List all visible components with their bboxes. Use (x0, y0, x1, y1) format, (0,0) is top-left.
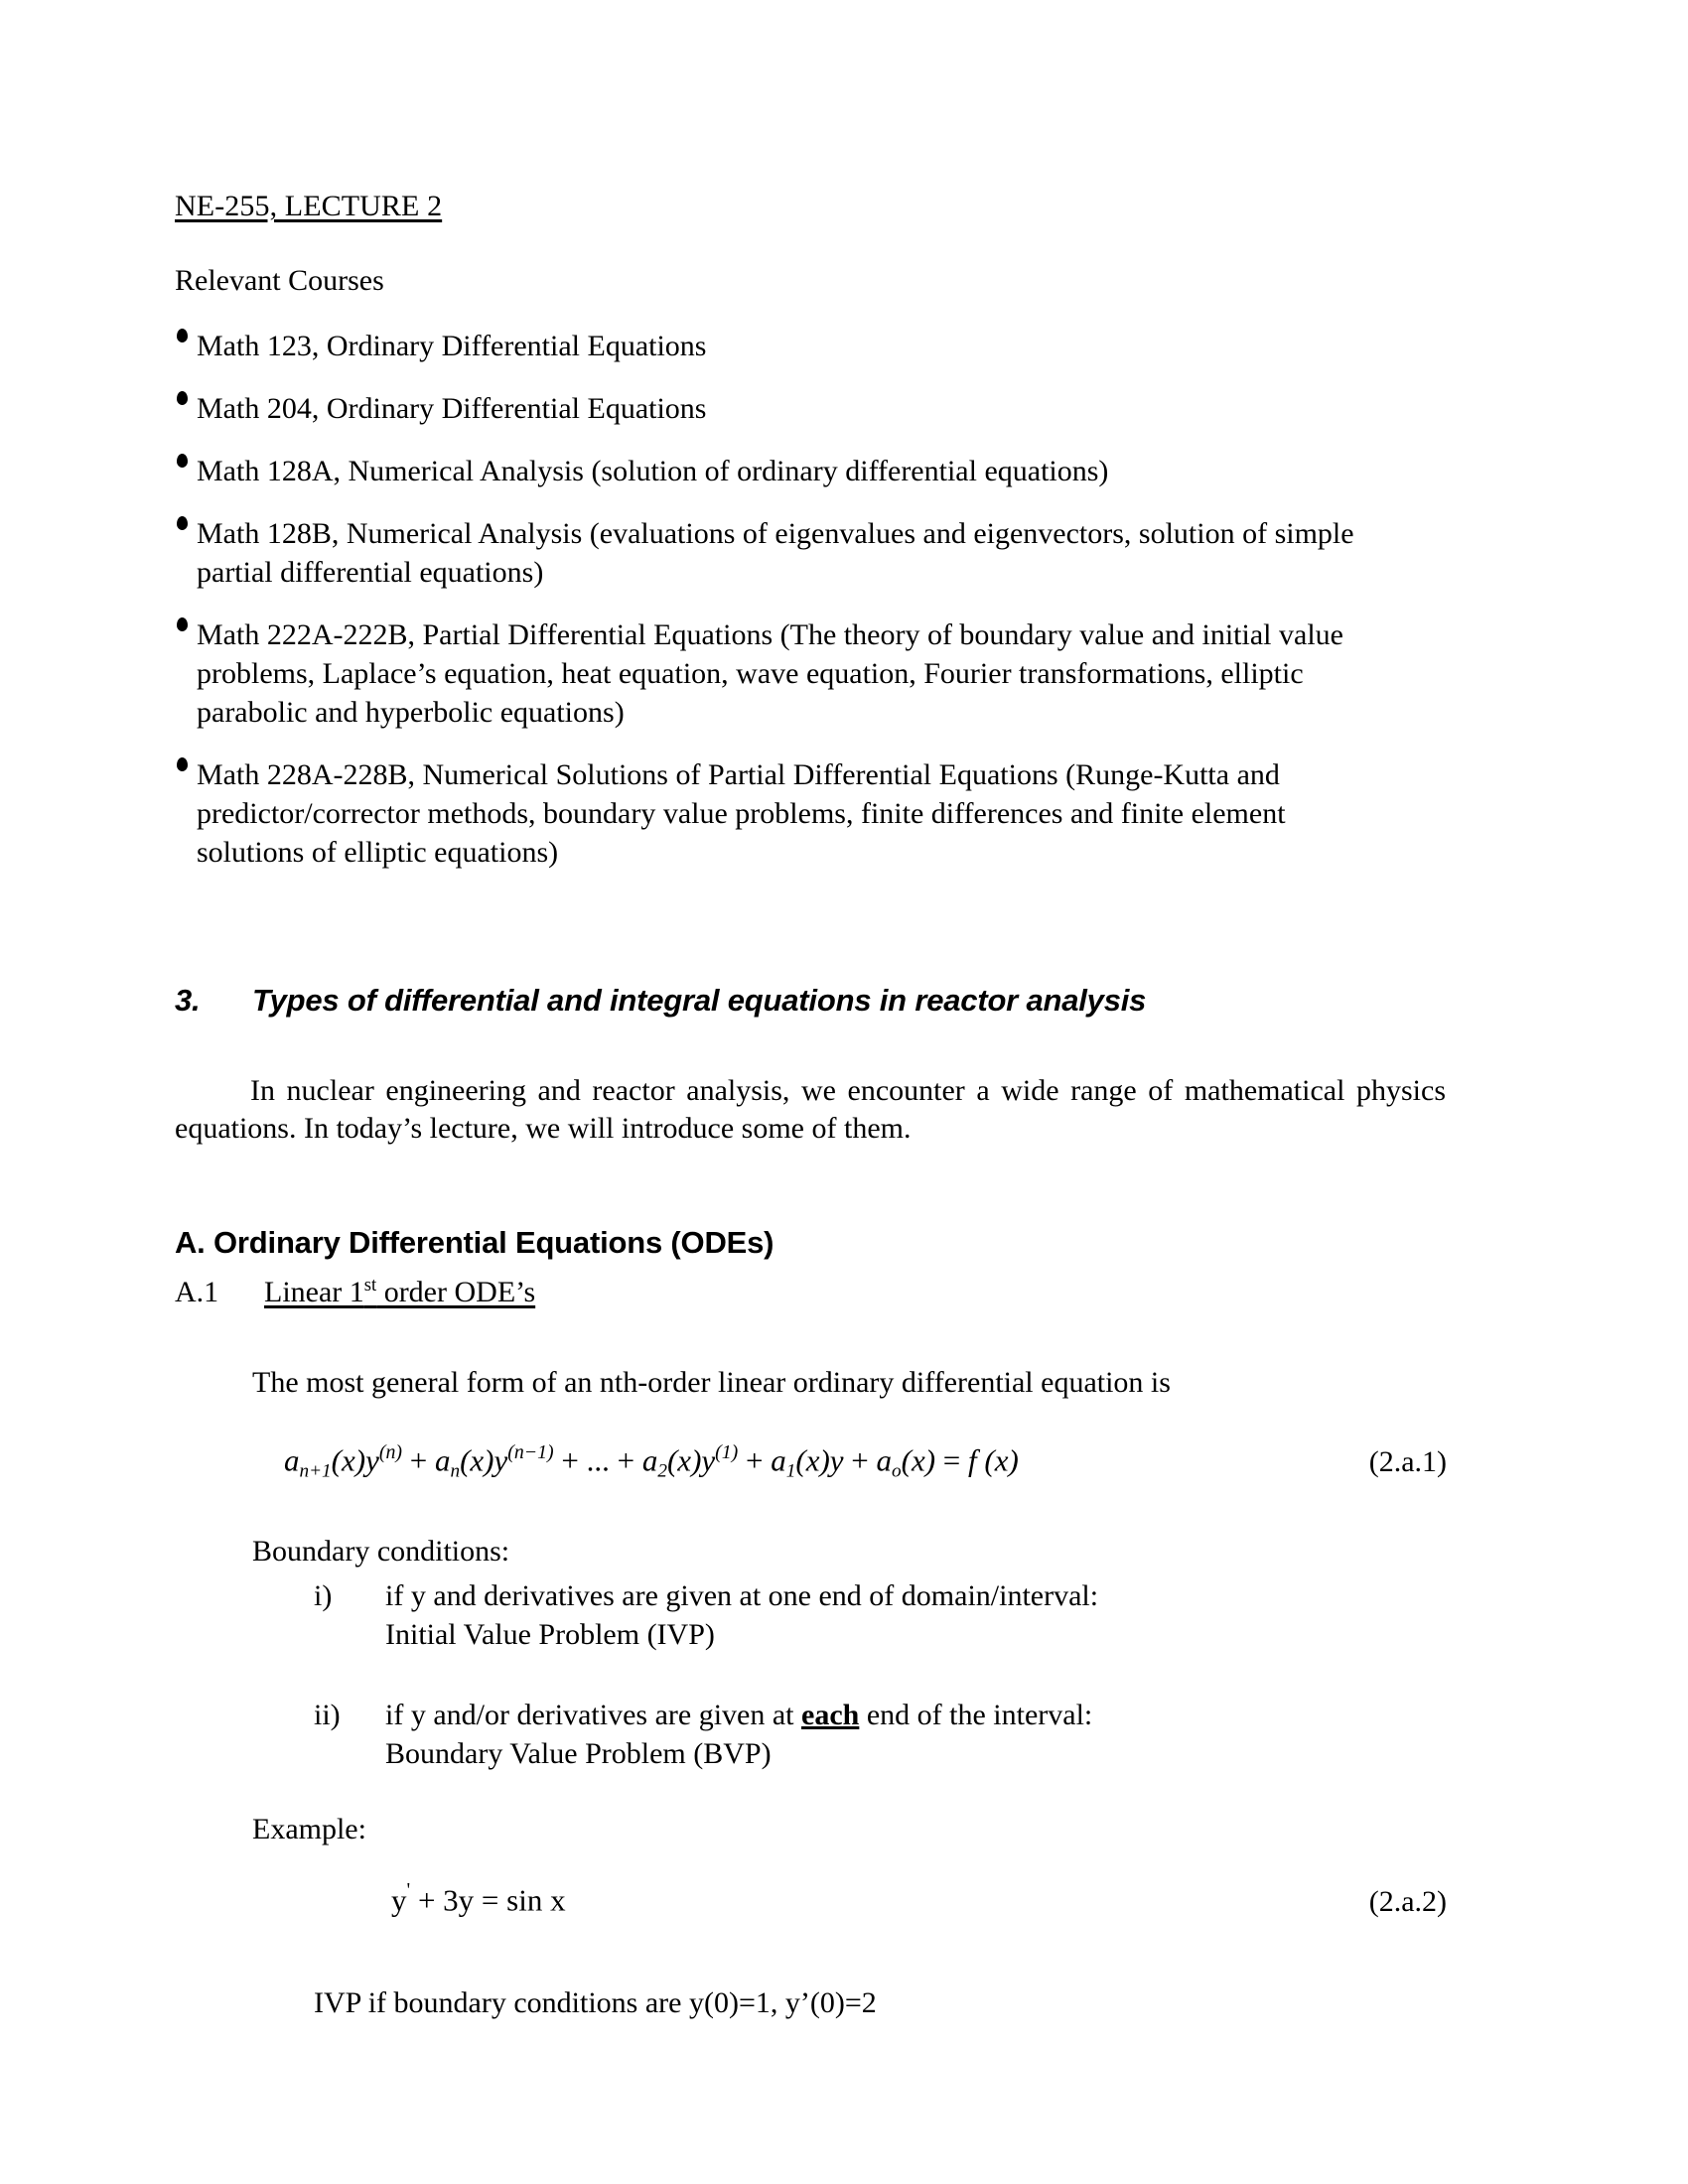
list-item (175, 1696, 1446, 1773)
course-text: Math 204, Ordinary Differential Equations (197, 392, 707, 426)
list-item (175, 327, 1358, 365)
eq-token-y2: y (493, 1442, 508, 1478)
eq-token-sub-o: o (892, 1460, 902, 1482)
eq-token-a2: a (434, 1442, 451, 1478)
condition-line-1-post: end of the interval: (859, 1698, 1093, 1731)
course-text: Math 128B, Numerical Analysis (evaluations of eigenvalues and eigenvectors, solution of simple partial differential equations) (197, 517, 1354, 590)
equation-1-number: (2.a.1) (1368, 1445, 1447, 1479)
bullet-icon (177, 329, 188, 342)
eq-token-a3: a (641, 1442, 658, 1478)
eq2-token-y: y (391, 1883, 407, 1919)
condition-line-2: Boundary Value Problem (BVP) (385, 1736, 772, 1770)
equation-2-expression (391, 1879, 1446, 1919)
eq-token-px5: (x) (901, 1442, 936, 1478)
condition-text-i (385, 1576, 1446, 1654)
bullet-icon (177, 454, 188, 468)
eq-token-sub-1: 1 (785, 1460, 796, 1482)
spacer (175, 1310, 1446, 1364)
eq-token-ellipsis: + ... + (553, 1442, 642, 1478)
section-a1-label: A.1 (175, 1276, 219, 1309)
section-a1-text-post: order ODE’s (376, 1276, 536, 1309)
section-a-heading: A. Ordinary Differential Equations (ODEs) (175, 1224, 774, 1260)
eq-token-a5: a (876, 1442, 893, 1478)
section-3-heading (175, 981, 1446, 1021)
relevant-courses-list (175, 327, 1446, 872)
eq-token-a: a (284, 1442, 300, 1478)
eq-token-fx: f (x) (968, 1442, 1019, 1478)
eq-token-sub-n: n (450, 1460, 461, 1482)
eq-token-px3: (x) (666, 1442, 702, 1478)
intro-line-1: In nuclear engineering and reactor analysis, we encounter a wide range of (250, 1074, 1174, 1108)
eq-token-px: (x) (331, 1442, 366, 1478)
emphasized-word: each (801, 1698, 860, 1731)
condition-line-2: Initial Value Problem (IVP) (385, 1617, 715, 1651)
course-text: Math 123, Ordinary Differential Equations (197, 330, 707, 363)
eq-token-plus2: + (738, 1442, 772, 1478)
eq-token-sub-2: 2 (657, 1460, 667, 1482)
eq-token-y: y (365, 1442, 379, 1478)
eq-token-sup-1: (1) (715, 1441, 739, 1464)
eq-token-px4: (x) (795, 1442, 830, 1478)
spacer (175, 1021, 1446, 1072)
section-a1-text-pre: Linear 1 (264, 1276, 364, 1309)
equation-1-row (175, 1441, 1446, 1495)
bullet-icon (177, 757, 188, 771)
bullet-icon (177, 516, 188, 530)
section-3-intro-paragraph (175, 1072, 1446, 1149)
eq-token-plus: + (401, 1442, 435, 1478)
document-title: NE-255, LECTURE 2 (175, 190, 443, 222)
condition-line-1: if y and derivatives are given at one end of domain/interval: (385, 1578, 1099, 1612)
equation-1-expression (284, 1441, 1446, 1482)
condition-line-1 (385, 1696, 1446, 1734)
spacer (175, 895, 1446, 981)
eq-token-sup-nm1: (n−1) (507, 1441, 554, 1464)
course-text: Math 228A-228B, Numerical Solutions of Partial Differential Equations (Runge-Kutta and predictor/corrector methods, boundary value problems, finite differences and finite element solutions of elliptic equations) (197, 758, 1286, 870)
boundary-conditions-list (175, 1576, 1446, 1773)
eq-token-equals: = (935, 1442, 969, 1478)
ordinal-suffix: st (363, 1275, 377, 1297)
spacer (175, 1149, 1446, 1224)
list-item (175, 1576, 1446, 1654)
document-content (175, 189, 1446, 2022)
eq-token-px2: (x) (460, 1442, 494, 1478)
section-a1-heading (175, 1275, 535, 1310)
course-text: Math 128A, Numerical Analysis (solution of ordinary differential equations) (197, 455, 1109, 488)
eq-token-sub-n1: n+1 (299, 1460, 332, 1482)
lead-in-text: The most general form of an nth-order linear ordinary differential equation is (252, 1366, 1171, 1400)
spacer (175, 1654, 1446, 1696)
list-item (175, 755, 1358, 872)
equation-2-number: (2.a.2) (1368, 1885, 1447, 1919)
eq2-token-prime: ' (406, 1879, 411, 1902)
section-a1-heading-wrap (175, 1275, 1446, 1310)
equation-2-row (175, 1879, 1446, 1933)
intro-line-2: mathematical physics equations. In today’s lecture, we will introduce some of them. (175, 1074, 1446, 1146)
section-3-title: Types of differential and integral equations in reactor analysis (252, 983, 1147, 1019)
relevant-courses-label: Relevant Courses (175, 264, 384, 298)
bullet-icon (177, 617, 188, 631)
bullet-icon (177, 391, 188, 405)
condition-line-1-pre: if y and/or derivatives are given at (385, 1698, 802, 1731)
example-label: Example: (252, 1812, 366, 1845)
eq-token-plus3: + (843, 1442, 877, 1478)
condition-text-ii (385, 1696, 1446, 1773)
list-item (175, 514, 1358, 592)
boundary-conditions-label: Boundary conditions: (252, 1535, 510, 1569)
eq-token-a4: a (771, 1442, 786, 1478)
eq-token-y3: y (701, 1442, 716, 1478)
condition-marker-i: i) (314, 1578, 333, 1612)
ivp-note: IVP if boundary conditions are y(0)=1, y’(0)=2 (314, 1986, 877, 2020)
condition-marker-ii: ii) (314, 1698, 341, 1731)
eq2-token-rest: + 3y = sin x (410, 1883, 566, 1919)
list-item (175, 452, 1358, 490)
list-item (175, 389, 1358, 428)
list-item (175, 615, 1358, 732)
eq-token-sup-n: (n) (378, 1441, 402, 1464)
eq-token-y4: y (829, 1442, 844, 1478)
section-3-number: 3. (175, 983, 201, 1019)
course-text: Math 222A-222B, Partial Differential Equations (The theory of boundary value and initial value problems, Laplace’s equation, heat equation, wave equation, Fourier transformations, elliptic parabolic and hyperbolic equations) (197, 618, 1343, 730)
